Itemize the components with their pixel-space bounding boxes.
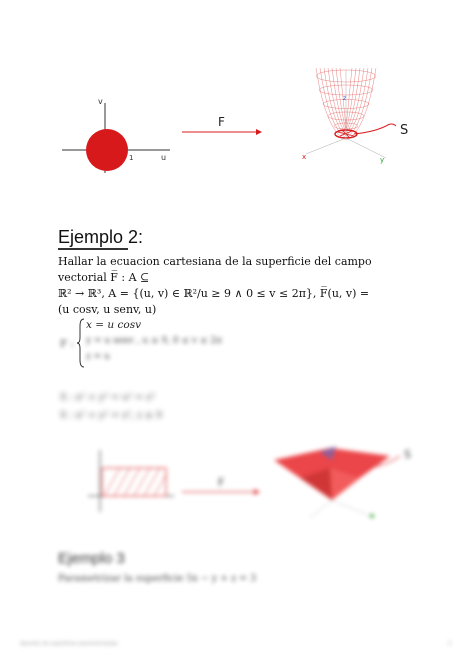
param-system — [60, 318, 320, 370]
example-3-heading: Ejemplo 3 — [58, 550, 125, 567]
map-label-f: F — [218, 115, 225, 129]
axis-z-label: z — [343, 95, 347, 102]
cone-surface — [270, 438, 420, 528]
statement-line-2: ℝ² → ℝ³, A = {(u, v) ∈ ℝ²/u ≥ 9 ∧ 0 ≤ v ≤ 2π}, F̅(u, v) = — [58, 287, 370, 300]
statement-line-3: (u cosv, u senv, u) — [58, 303, 157, 316]
cartesian-eq-2: S : x² + y² = z², z ≥ 9 — [60, 410, 162, 421]
unit-disc — [86, 129, 128, 171]
strip-diagram — [86, 448, 176, 514]
example-2-underline — [58, 248, 128, 250]
disc-diagram — [60, 95, 180, 175]
param-prefix: F : — [60, 338, 75, 350]
cartesian-eq-1: S : x² + y² = u² = z² — [60, 392, 155, 403]
map-arrow-2 — [178, 476, 266, 500]
param-y-eq: y = u senv , u ≥ 9, 0 ≤ v ≤ 2π — [86, 336, 222, 346]
example-2-heading: Ejemplo 2: — [58, 227, 144, 247]
example-3-statement: Parametrizar la superficie 5x − y + z = 3 — [58, 573, 257, 584]
surface-s-label: S — [400, 123, 409, 138]
map-label-f-2: F — [218, 476, 225, 489]
axis-v-label: v — [98, 97, 103, 106]
paraboloid-surface — [296, 62, 416, 174]
surface-s-label-2: S — [404, 448, 411, 461]
map-arrow-1 — [178, 112, 268, 142]
footer-left: Apuntes de superficies parametrizadas — [20, 641, 118, 647]
param-x-eq: x = u cosv — [86, 319, 142, 331]
axis-u-label: u — [161, 153, 167, 162]
param-z-eq: z = u — [86, 352, 110, 362]
axis-y-label: y — [380, 156, 385, 164]
tick-one-label: 1 — [129, 154, 134, 162]
axis-x-label: x — [302, 153, 307, 161]
page-number: 3 — [448, 641, 452, 647]
example-2-statement — [58, 254, 378, 318]
brace-icon — [77, 318, 85, 368]
statement-line-1: Hallar la ecuacion cartesiana de la superficie del campo vectorial F̅ : A ⊆ — [58, 255, 372, 284]
